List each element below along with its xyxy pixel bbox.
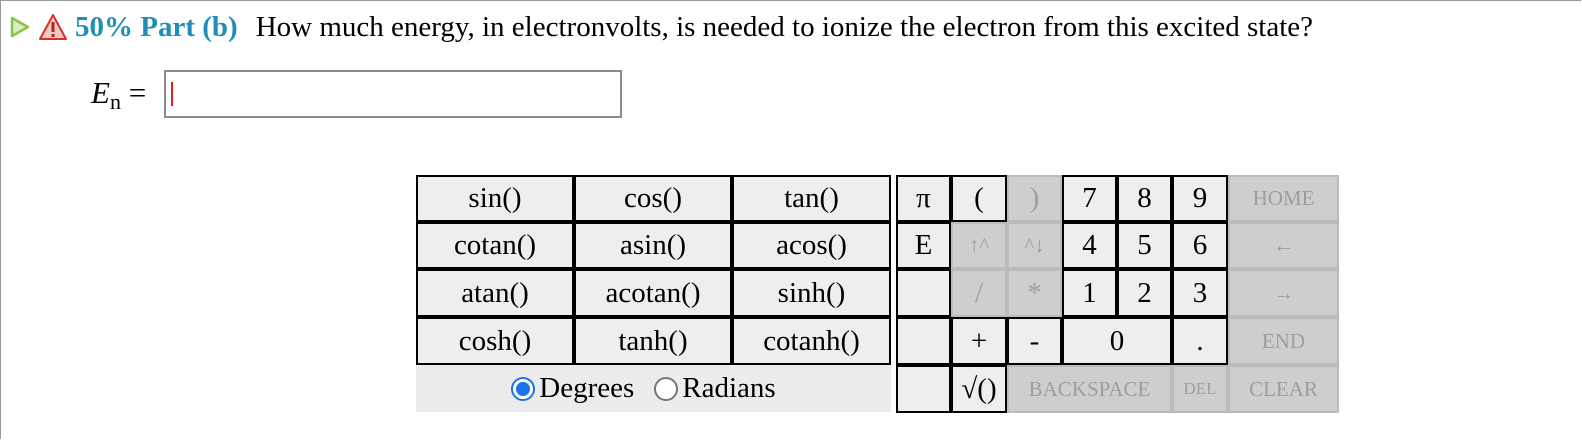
answer-variable: E <box>91 75 110 110</box>
digit-2-button[interactable]: 2 <box>1117 269 1172 317</box>
digit-4-button[interactable]: 4 <box>1062 222 1117 269</box>
blank-button-2[interactable] <box>896 317 951 365</box>
tanh-button[interactable]: tanh() <box>574 317 732 365</box>
digit-6-button[interactable]: 6 <box>1172 222 1228 269</box>
answer-input[interactable] <box>164 70 622 118</box>
cos-button[interactable]: cos() <box>574 175 732 222</box>
cosh-button[interactable]: cosh() <box>416 317 574 365</box>
plus-button[interactable]: + <box>951 317 1007 365</box>
play-icon[interactable] <box>9 14 31 40</box>
digit-1-button[interactable]: 1 <box>1062 269 1117 317</box>
sqrt-button[interactable]: √() <box>951 365 1007 413</box>
radians-label[interactable]: Radians <box>682 372 776 404</box>
digit-9-button[interactable]: 9 <box>1172 175 1228 222</box>
degrees-label[interactable]: Degrees <box>539 372 635 404</box>
acos-button[interactable]: acos() <box>732 222 891 269</box>
superscript-up-button[interactable]: ↑^ <box>951 222 1007 269</box>
left-arrow-button[interactable]: ← <box>1228 222 1339 269</box>
angle-mode-selector <box>416 365 891 412</box>
digit-7-button[interactable]: 7 <box>1062 175 1117 222</box>
digit-5-button[interactable]: 5 <box>1117 222 1172 269</box>
sin-button[interactable]: sin() <box>416 175 574 222</box>
asin-button[interactable]: asin() <box>574 222 732 269</box>
answer-subscript: n <box>109 89 121 114</box>
digit-8-button[interactable]: 8 <box>1117 175 1172 222</box>
pi-button[interactable]: π <box>896 175 951 222</box>
question-text: How much energy, in electronvolts, is needed to ionize the electron from this excited state? <box>255 10 1314 43</box>
end-button[interactable]: END <box>1228 317 1339 365</box>
left-paren-button[interactable]: ( <box>951 175 1007 222</box>
part-progress <box>75 11 238 44</box>
e-button[interactable]: E <box>896 222 951 269</box>
question-header <box>9 9 1313 45</box>
blank-button-1[interactable] <box>896 269 951 317</box>
divide-button[interactable]: / <box>951 269 1007 317</box>
part-label: Part (b) <box>140 10 238 43</box>
decimal-point-button[interactable]: . <box>1172 317 1228 365</box>
radians-radio[interactable] <box>654 377 678 401</box>
cotanh-button[interactable]: cotanh() <box>732 317 891 365</box>
multiply-button[interactable]: * <box>1007 269 1062 317</box>
atan-button[interactable]: atan() <box>416 269 574 317</box>
blank-button-3[interactable] <box>896 365 951 413</box>
calculator-keypad <box>416 175 1341 413</box>
minus-button[interactable]: - <box>1007 317 1062 365</box>
acotan-button[interactable]: acotan() <box>574 269 732 317</box>
delete-button[interactable]: DEL <box>1172 365 1228 413</box>
home-button[interactable]: HOME <box>1228 175 1339 222</box>
sinh-button[interactable]: sinh() <box>732 269 891 317</box>
digit-3-button[interactable]: 3 <box>1172 269 1228 317</box>
right-paren-button[interactable]: ) <box>1007 175 1062 222</box>
right-arrow-button[interactable]: → <box>1228 269 1339 317</box>
percent-label: 50% <box>75 10 133 43</box>
degrees-radio[interactable] <box>511 377 535 401</box>
answer-label <box>91 73 146 113</box>
cotan-button[interactable]: cotan() <box>416 222 574 269</box>
clear-button[interactable]: CLEAR <box>1228 365 1339 413</box>
tan-button[interactable]: tan() <box>732 175 891 222</box>
warning-icon <box>39 13 67 41</box>
equals-sign: = <box>128 75 147 110</box>
digit-0-button[interactable]: 0 <box>1062 317 1172 365</box>
text-caret <box>171 82 173 106</box>
superscript-down-button[interactable]: ^↓ <box>1007 222 1062 269</box>
backspace-button[interactable]: BACKSPACE <box>1007 365 1172 413</box>
